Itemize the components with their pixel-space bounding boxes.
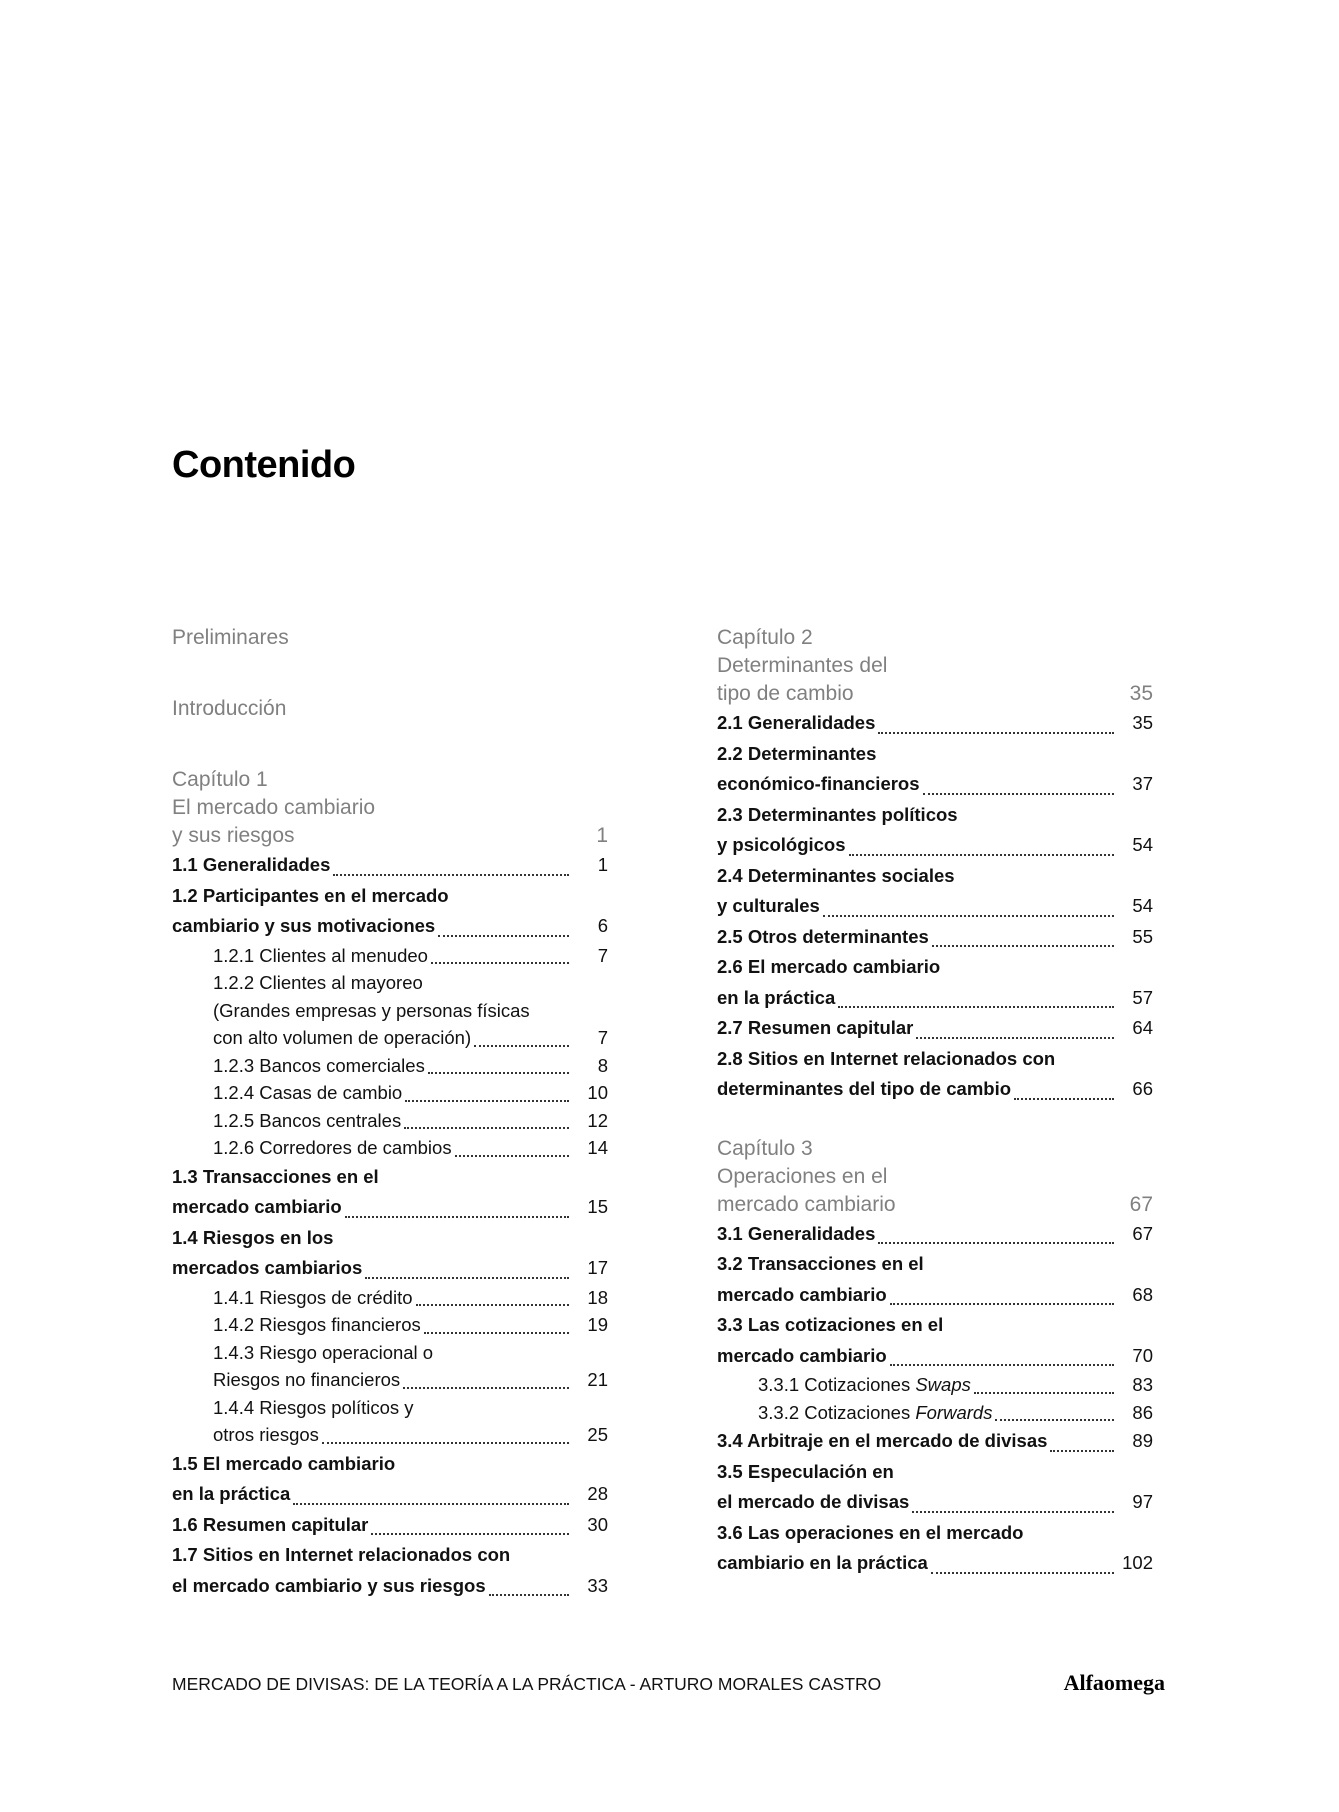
toc-entry-2-6[interactable]: 2.6 El mercado cambiario en la práctica 57: [717, 956, 1153, 1008]
toc-entry-1-6[interactable]: 1.6 Resumen capitular 30: [172, 1513, 608, 1535]
footer-book-title: MERCADO DE DIVISAS: DE LA TEORÍA A LA PRÁCTICA - ARTURO MORALES CASTRO: [172, 1674, 882, 1694]
publisher-logo: Alfaomega: [1063, 1670, 1165, 1695]
toc-entry-1-4-1[interactable]: 1.4.1 Riesgos de crédito 18: [213, 1286, 608, 1308]
toc-entry-1-4-4[interactable]: 1.4.4 Riesgos políticos y otros riesgos 25: [213, 1396, 608, 1445]
toc-entry-3-4[interactable]: 3.4 Arbitraje en el mercado de divisas 89: [717, 1430, 1153, 1451]
toc-entry-2-1[interactable]: 2.1 Generalidades 35: [717, 712, 1153, 733]
toc-entry-1-4-3[interactable]: 1.4.3 Riesgo operacional o Riesgos no financieros 21: [213, 1341, 608, 1390]
toc-entry-1-2-1[interactable]: 1.2.1 Clientes al menudeo 7: [213, 944, 608, 966]
chapter-page-number: 1: [596, 824, 608, 847]
toc-entry-1-4-2[interactable]: 1.4.2 Riesgos financieros 19: [213, 1314, 608, 1335]
toc-entry-1-4[interactable]: 1.4 Riesgos en los mercados cambiarios 17: [172, 1226, 608, 1278]
toc-entry-1-1[interactable]: 1.1 Generalidades 1: [172, 854, 608, 875]
toc-entry-1-2-6[interactable]: 1.2.6 Corredores de cambios 14: [213, 1137, 608, 1158]
toc-entry-3-3-1[interactable]: 3.3.1 Cotizaciones Swaps 83: [758, 1374, 1153, 1395]
toc-entry-1-7[interactable]: 1.7 Sitios en Internet relacionados con el mercado cambiario y sus riesgos 33: [172, 1544, 608, 1596]
chapter-page-number: 35: [1129, 682, 1153, 705]
toc-entry-1-3[interactable]: 1.3 Transacciones en el mercado cambiario 15: [172, 1165, 608, 1217]
toc-left-column: [172, 624, 608, 1601]
toc-introduccion: Introducción: [172, 697, 287, 720]
toc-entry-3-6[interactable]: 3.6 Las operaciones en el mercado cambiario en la práctica 102: [717, 1521, 1153, 1573]
toc-entry-1-2-2[interactable]: 1.2.2 Clientes al mayoreo (Grandes empresas y personas físicas con alto volumen de operación) 7: [213, 972, 608, 1048]
toc-entry-3-1[interactable]: 3.1 Generalidades 67: [717, 1222, 1153, 1244]
toc-entry-2-4[interactable]: 2.4 Determinantes sociales y culturales 54: [717, 864, 1153, 916]
toc-entry-1-5[interactable]: 1.5 El mercado cambiario en la práctica 28: [172, 1452, 608, 1504]
toc-entry-3-5[interactable]: 3.5 Especulación en el mercado de divisas 97: [717, 1460, 1153, 1512]
chapter-page-number: 67: [1129, 1192, 1153, 1216]
toc-entry-2-5[interactable]: 2.5 Otros determinantes 55: [717, 925, 1153, 947]
page-footer: [172, 1670, 1165, 1696]
toc-entry-2-8[interactable]: 2.8 Sitios en Internet relacionados con determinantes del tipo de cambio 66: [717, 1047, 1153, 1099]
toc-entry-1-2-3[interactable]: 1.2.3 Bancos comerciales 8: [213, 1054, 608, 1076]
toc-entry-3-3[interactable]: 3.3 Las cotizaciones en el mercado cambiario 70: [717, 1314, 1153, 1366]
toc-chapter-3-heading: Capítulo 3 Operaciones en el mercado cambiario 67: [717, 1135, 1153, 1219]
toc-right-column: [717, 624, 1153, 1579]
toc-entry-3-2[interactable]: 3.2 Transacciones en el mercado cambiario 68: [717, 1253, 1153, 1305]
toc-entry-2-7[interactable]: 2.7 Resumen capitular 64: [717, 1017, 1153, 1038]
toc-entry-2-3[interactable]: 2.3 Determinantes políticos y psicológicos 54: [717, 803, 1153, 855]
toc-entry-1-2[interactable]: 1.2 Participantes en el mercado cambiario y sus motivaciones 6: [172, 884, 608, 936]
toc-chapter-2-heading: Capítulo 2 Determinantes del tipo de cambio 35: [717, 624, 1153, 708]
toc-entry-1-2-4[interactable]: 1.2.4 Casas de cambio 10: [213, 1082, 608, 1103]
toc-entry-1-2-5[interactable]: 1.2.5 Bancos centrales 12: [213, 1109, 608, 1131]
page-title: Contenido: [172, 444, 356, 486]
toc-chapter-1-heading: Capítulo 1 El mercado cambiario y sus riesgos 1: [172, 766, 608, 850]
toc-preliminares: Preliminares: [172, 626, 289, 649]
toc-entry-2-2[interactable]: 2.2 Determinantes económico-financieros 37: [717, 742, 1153, 794]
toc-entry-3-3-2[interactable]: 3.3.2 Cotizaciones Forwards 86: [758, 1401, 1153, 1423]
